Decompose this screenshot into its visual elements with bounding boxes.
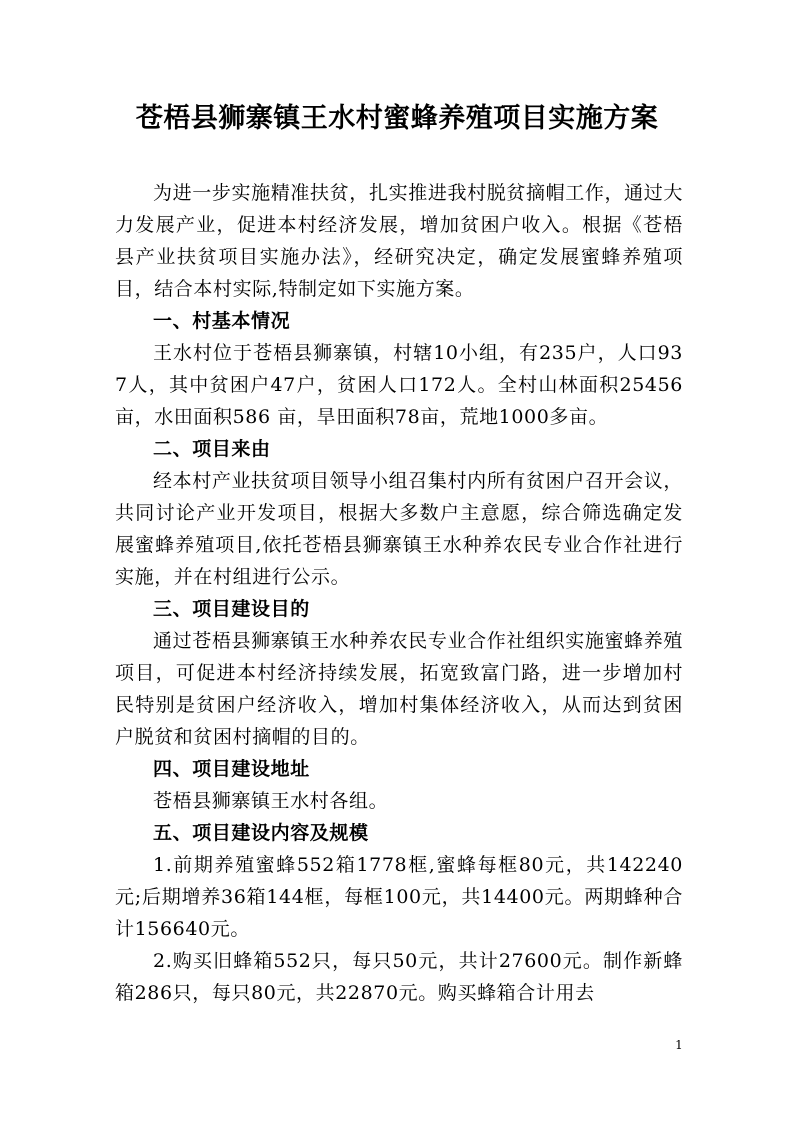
document-title: 苍梧县狮寨镇王水村蜜蜂养殖项目实施方案 <box>135 103 659 134</box>
section-text-4: 苍梧县狮寨镇王水村各组。 <box>153 790 389 812</box>
section-heading-4: 四、项目建设地址 <box>153 758 310 780</box>
section-5-item-2: 2.购买旧蜂箱552只，每只50元，共计27600元。制作新蜂箱286只，每只80元，共22870元。购买蜂箱合计用去 <box>115 950 683 1004</box>
section-heading-3: 三、项目建设目的 <box>153 598 310 620</box>
section-text-3: 通过苍梧县狮寨镇王水种养农民专业合作社组织实施蜜蜂养殖项目，可促进本村经济持续发展，拓宽致富门路，进一步增加村民特别是贫困户经济收入，增加村集体经济收入，从而达到贫困户脱贫和贫困村摘帽的目的。 <box>115 630 683 748</box>
section-heading-5: 五、项目建设内容及规模 <box>153 822 369 844</box>
page-number: 1 <box>675 1038 683 1052</box>
section-heading-2: 二、项目来由 <box>153 438 271 460</box>
section-text-1: 王水村位于苍梧县狮寨镇，村辖10小组，有235户，人口937人，其中贫困户47户，贫困人口172人。全村山林面积25456亩，水田面积586 亩，旱田面积78亩，荒地1000多亩。 <box>115 342 683 428</box>
document-body <box>115 177 683 1009</box>
intro-paragraph: 为进一步实施精准扶贫，扎实推进我村脱贫摘帽工作，通过大力发展产业，促进本村经济发展，增加贫困户收入。根据《苍梧县产业扶贫项目实施办法》，经研究决定，确定发展蜜蜂养殖项目，结合本村实际,特制定如下实施方案。 <box>115 182 683 300</box>
section-text-2: 经本村产业扶贫项目领导小组召集村内所有贫困户召开会议，共同讨论产业开发项目，根据大多数户主意愿，综合筛选确定发展蜜蜂养殖项目,依托苍梧县狮寨镇王水种养农民专业合作社进行实施，并在村组进行公示。 <box>115 470 683 588</box>
section-heading-1: 一、村基本情况 <box>153 310 291 332</box>
section-5-item-1: 1.前期养殖蜜蜂552箱1778框,蜜蜂每框80元，共142240元;后期增养36箱144框，每框100元，共14400元。两期蜂种合计156640元。 <box>115 854 683 940</box>
